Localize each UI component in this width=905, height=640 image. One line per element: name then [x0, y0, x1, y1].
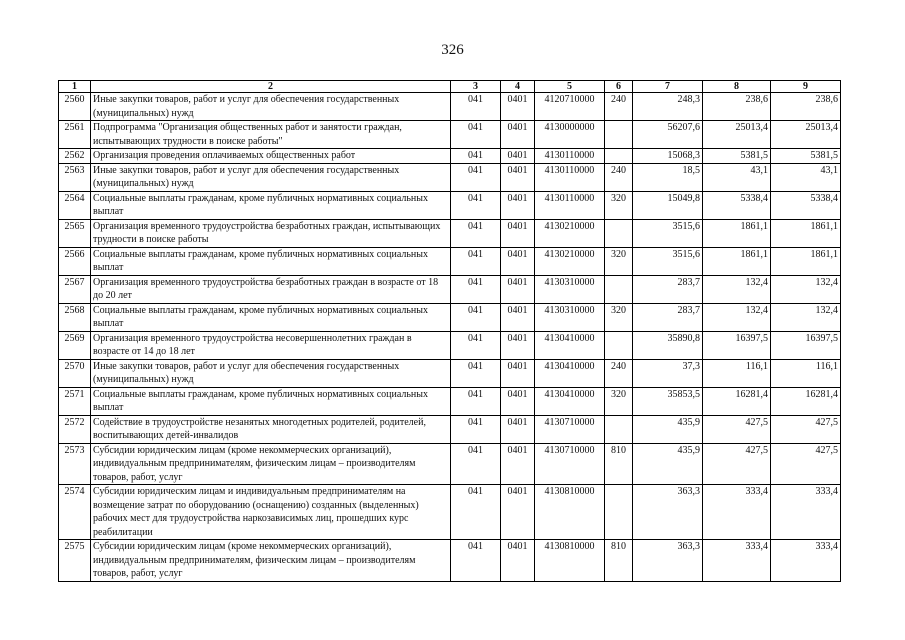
table-row — [59, 359, 841, 387]
section-code: 0401 — [501, 219, 535, 247]
table-row — [59, 149, 841, 164]
table-row — [59, 331, 841, 359]
row-number: 2574 — [59, 485, 91, 540]
col-header-9: 9 — [771, 81, 841, 93]
amount-col-8: 333,4 — [703, 485, 771, 540]
amount-col-9: 43,1 — [771, 163, 841, 191]
col-header-3: 3 — [451, 81, 501, 93]
row-description: Социальные выплаты гражданам, кроме публичных нормативных социальных выплат — [91, 303, 451, 331]
ministry-code: 041 — [451, 247, 501, 275]
expense-type-code — [605, 121, 633, 149]
target-article-code: 4130710000 — [535, 443, 605, 485]
col-header-7: 7 — [633, 81, 703, 93]
row-description: Иные закупки товаров, работ и услуг для обеспечения государственных (муниципальных) нужд — [91, 93, 451, 121]
amount-col-8: 427,5 — [703, 443, 771, 485]
col-header-6: 6 — [605, 81, 633, 93]
target-article-code: 4130410000 — [535, 387, 605, 415]
section-code: 0401 — [501, 415, 535, 443]
row-number: 2560 — [59, 93, 91, 121]
amount-col-9: 427,5 — [771, 443, 841, 485]
amount-col-7: 15049,8 — [633, 191, 703, 219]
target-article-code: 4130410000 — [535, 359, 605, 387]
amount-col-7: 283,7 — [633, 303, 703, 331]
expense-type-code: 810 — [605, 443, 633, 485]
page-number: 326 — [441, 42, 464, 58]
amount-col-8: 25013,4 — [703, 121, 771, 149]
ministry-code: 041 — [451, 121, 501, 149]
expense-type-code: 240 — [605, 93, 633, 121]
table-row — [59, 443, 841, 485]
row-number: 2573 — [59, 443, 91, 485]
expense-type-code — [605, 219, 633, 247]
table-body — [59, 93, 841, 582]
amount-col-9: 333,4 — [771, 485, 841, 540]
expense-type-code: 810 — [605, 540, 633, 582]
ministry-code: 041 — [451, 331, 501, 359]
target-article-code: 4130710000 — [535, 415, 605, 443]
row-description: Организация проведения оплачиваемых общественных работ — [91, 149, 451, 164]
table-row — [59, 415, 841, 443]
row-number: 2562 — [59, 149, 91, 164]
row-number: 2567 — [59, 275, 91, 303]
amount-col-7: 35853,5 — [633, 387, 703, 415]
amount-col-9: 1861,1 — [771, 247, 841, 275]
row-number: 2566 — [59, 247, 91, 275]
table-row — [59, 219, 841, 247]
target-article-code: 4130310000 — [535, 303, 605, 331]
amount-col-8: 427,5 — [703, 415, 771, 443]
ministry-code: 041 — [451, 275, 501, 303]
amount-col-8: 1861,1 — [703, 247, 771, 275]
amount-col-8: 116,1 — [703, 359, 771, 387]
amount-col-7: 248,3 — [633, 93, 703, 121]
table-row — [59, 191, 841, 219]
table-row — [59, 303, 841, 331]
amount-col-8: 43,1 — [703, 163, 771, 191]
table-row — [59, 247, 841, 275]
amount-col-8: 5338,4 — [703, 191, 771, 219]
ministry-code: 041 — [451, 540, 501, 582]
row-number: 2572 — [59, 415, 91, 443]
section-code: 0401 — [501, 93, 535, 121]
row-description: Социальные выплаты гражданам, кроме публичных нормативных социальных выплат — [91, 387, 451, 415]
amount-col-7: 15068,3 — [633, 149, 703, 164]
amount-col-8: 132,4 — [703, 303, 771, 331]
target-article-code: 4130110000 — [535, 191, 605, 219]
expense-type-code: 320 — [605, 247, 633, 275]
target-article-code: 4130110000 — [535, 149, 605, 164]
row-description: Субсидии юридическим лицам и индивидуальным предпринимателям на возмещение затрат по оборудованию (оснащению) созданных (выделенных) рабочих мест для трудоустройства наркозависимых лиц, прошедших курс реабилитации — [91, 485, 451, 540]
col-header-8: 8 — [703, 81, 771, 93]
amount-col-9: 5381,5 — [771, 149, 841, 164]
amount-col-7: 56207,6 — [633, 121, 703, 149]
amount-col-9: 1861,1 — [771, 219, 841, 247]
amount-col-8: 16281,4 — [703, 387, 771, 415]
target-article-code: 4130110000 — [535, 163, 605, 191]
row-number: 2561 — [59, 121, 91, 149]
row-description: Иные закупки товаров, работ и услуг для обеспечения государственных (муниципальных) нужд — [91, 359, 451, 387]
amount-col-8: 333,4 — [703, 540, 771, 582]
target-article-code: 4130410000 — [535, 331, 605, 359]
target-article-code: 4120710000 — [535, 93, 605, 121]
table-row — [59, 540, 841, 582]
amount-col-9: 333,4 — [771, 540, 841, 582]
ministry-code: 041 — [451, 219, 501, 247]
target-article-code: 4130310000 — [535, 275, 605, 303]
section-code: 0401 — [501, 359, 535, 387]
ministry-code: 041 — [451, 443, 501, 485]
expense-type-code: 240 — [605, 359, 633, 387]
target-article-code: 4130000000 — [535, 121, 605, 149]
amount-col-9: 427,5 — [771, 415, 841, 443]
row-description: Организация временного трудоустройства безработных граждан, испытывающих трудности в поиске работы — [91, 219, 451, 247]
amount-col-8: 132,4 — [703, 275, 771, 303]
amount-col-7: 435,9 — [633, 415, 703, 443]
ministry-code: 041 — [451, 149, 501, 164]
row-number: 2565 — [59, 219, 91, 247]
row-number: 2575 — [59, 540, 91, 582]
expense-type-code: 240 — [605, 163, 633, 191]
row-number: 2563 — [59, 163, 91, 191]
ministry-code: 041 — [451, 163, 501, 191]
section-code: 0401 — [501, 387, 535, 415]
row-description: Содействие в трудоустройстве незанятых многодетных родителей, родителей, воспитывающих детей-инвалидов — [91, 415, 451, 443]
target-article-code: 4130210000 — [535, 247, 605, 275]
expense-type-code — [605, 331, 633, 359]
section-code: 0401 — [501, 121, 535, 149]
target-article-code: 4130210000 — [535, 219, 605, 247]
ministry-code: 041 — [451, 93, 501, 121]
section-code: 0401 — [501, 303, 535, 331]
amount-col-7: 37,3 — [633, 359, 703, 387]
expense-type-code: 320 — [605, 387, 633, 415]
amount-col-8: 5381,5 — [703, 149, 771, 164]
budget-table — [58, 80, 841, 582]
amount-col-8: 16397,5 — [703, 331, 771, 359]
row-description: Субсидии юридическим лицам (кроме некоммерческих организаций), индивидуальным предпринимателям, физическим лицам – производителям товаров, работ, услуг — [91, 540, 451, 582]
expense-type-code: 320 — [605, 303, 633, 331]
amount-col-9: 132,4 — [771, 303, 841, 331]
col-header-1: 1 — [59, 81, 91, 93]
amount-col-9: 5338,4 — [771, 191, 841, 219]
expense-type-code — [605, 415, 633, 443]
col-header-5: 5 — [535, 81, 605, 93]
ministry-code: 041 — [451, 359, 501, 387]
amount-col-7: 363,3 — [633, 540, 703, 582]
expense-type-code — [605, 149, 633, 164]
amount-col-9: 16397,5 — [771, 331, 841, 359]
table-row — [59, 275, 841, 303]
table-row — [59, 93, 841, 121]
expense-type-code — [605, 485, 633, 540]
ministry-code: 041 — [451, 387, 501, 415]
row-description: Субсидии юридическим лицам (кроме некоммерческих организаций), индивидуальным предпринимателям, физическим лицам – производителям товаров, работ, услуг — [91, 443, 451, 485]
table-row — [59, 485, 841, 540]
section-code: 0401 — [501, 247, 535, 275]
amount-col-7: 35890,8 — [633, 331, 703, 359]
amount-col-7: 3515,6 — [633, 247, 703, 275]
amount-col-9: 238,6 — [771, 93, 841, 121]
amount-col-7: 3515,6 — [633, 219, 703, 247]
section-code: 0401 — [501, 275, 535, 303]
row-description: Организация временного трудоустройства несовершеннолетних граждан в возрасте от 14 до 18 лет — [91, 331, 451, 359]
expense-type-code — [605, 275, 633, 303]
row-number: 2570 — [59, 359, 91, 387]
section-code: 0401 — [501, 540, 535, 582]
ministry-code: 041 — [451, 485, 501, 540]
expense-type-code: 320 — [605, 191, 633, 219]
target-article-code: 4130810000 — [535, 485, 605, 540]
table-row — [59, 121, 841, 149]
amount-col-9: 116,1 — [771, 359, 841, 387]
amount-col-9: 16281,4 — [771, 387, 841, 415]
amount-col-7: 18,5 — [633, 163, 703, 191]
row-number: 2564 — [59, 191, 91, 219]
ministry-code: 041 — [451, 415, 501, 443]
section-code: 0401 — [501, 149, 535, 164]
amount-col-8: 238,6 — [703, 93, 771, 121]
row-description: Социальные выплаты гражданам, кроме публичных нормативных социальных выплат — [91, 247, 451, 275]
amount-col-7: 283,7 — [633, 275, 703, 303]
header-row — [59, 81, 841, 93]
row-description: Социальные выплаты гражданам, кроме публичных нормативных социальных выплат — [91, 191, 451, 219]
row-number: 2569 — [59, 331, 91, 359]
section-code: 0401 — [501, 191, 535, 219]
row-number: 2568 — [59, 303, 91, 331]
row-description: Иные закупки товаров, работ и услуг для обеспечения государственных (муниципальных) нужд — [91, 163, 451, 191]
target-article-code: 4130810000 — [535, 540, 605, 582]
row-number: 2571 — [59, 387, 91, 415]
col-header-4: 4 — [501, 81, 535, 93]
amount-col-7: 363,3 — [633, 485, 703, 540]
amount-col-7: 435,9 — [633, 443, 703, 485]
table-row — [59, 163, 841, 191]
amount-col-9: 132,4 — [771, 275, 841, 303]
amount-col-9: 25013,4 — [771, 121, 841, 149]
table-row — [59, 387, 841, 415]
amount-col-8: 1861,1 — [703, 219, 771, 247]
section-code: 0401 — [501, 443, 535, 485]
ministry-code: 041 — [451, 303, 501, 331]
section-code: 0401 — [501, 485, 535, 540]
section-code: 0401 — [501, 163, 535, 191]
section-code: 0401 — [501, 331, 535, 359]
ministry-code: 041 — [451, 191, 501, 219]
col-header-2: 2 — [91, 81, 451, 93]
row-description: Подпрограмма "Организация общественных работ и занятости граждан, испытывающих трудности в поиске работы" — [91, 121, 451, 149]
row-description: Организация временного трудоустройства безработных граждан в возрасте от 18 до 20 лет — [91, 275, 451, 303]
